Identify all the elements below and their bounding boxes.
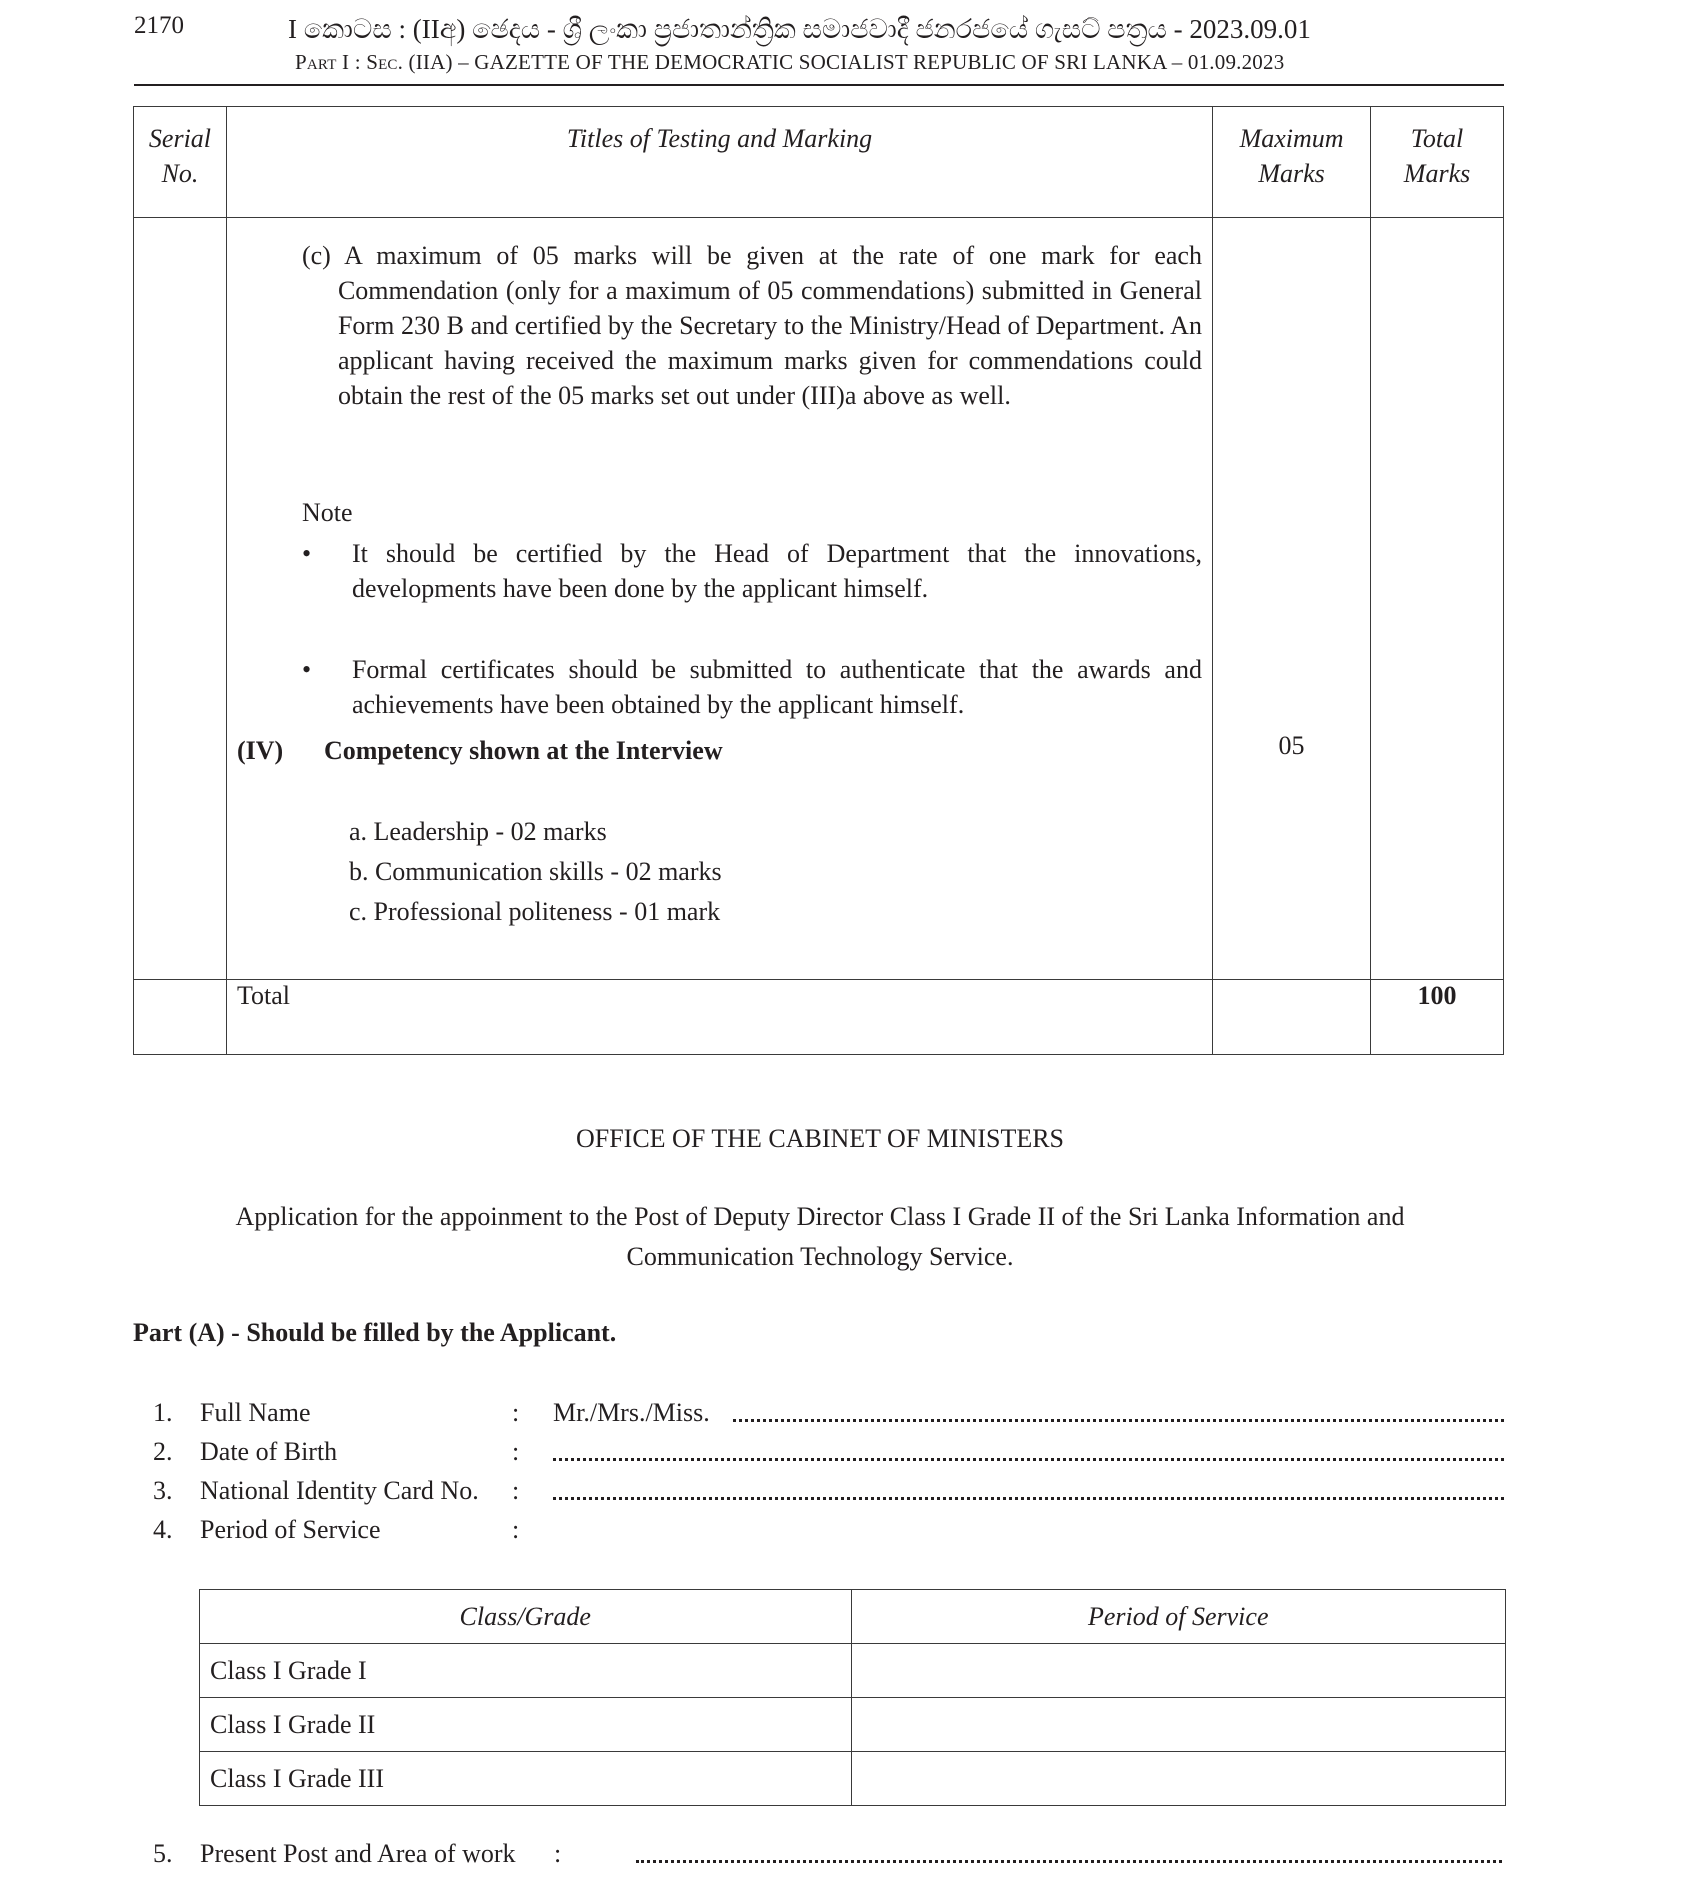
total-marks-cell: [1371, 218, 1504, 980]
total-serial-cell: [134, 980, 227, 1055]
note-bullet-1: It should be certified by the Head of Department that the innovations, developments have been done by the applicant himself.: [351, 539, 1202, 603]
nic-input-line[interactable]: [553, 1497, 1504, 1500]
total-max-cell: [1213, 980, 1371, 1055]
note-label: Note: [301, 498, 353, 527]
field-3-number: 3.: [153, 1476, 173, 1505]
part-word: Part: [295, 50, 337, 74]
field-2-label: Date of Birth: [200, 1437, 338, 1466]
header-max-marks: Maximum Marks: [1213, 107, 1371, 218]
field-5-label: Present Post and Area of work: [200, 1839, 516, 1868]
gazette-title-sinhala: I කොටස : (IIඅ) ඡෙදය - ශ්‍රී ලංකා ප්‍රජාතාන්ත්‍රික සමාජවාදී ජනරජයේ ගැසට් පත්‍රය - 2023.09.01: [288, 14, 1311, 44]
present-post-input-line[interactable]: [636, 1860, 1502, 1863]
full-name-input-line[interactable]: [733, 1419, 1504, 1422]
field-1-number: 1.: [153, 1398, 173, 1427]
service-row: [200, 1644, 1506, 1698]
class-grade-cell: Class I Grade III: [200, 1752, 852, 1806]
application-title-line-1: Application for the appoinment to the Post of Deputy Director Class I Grade II of the Sri Lanka Information and: [235, 1202, 1405, 1231]
service-row: [200, 1698, 1506, 1752]
date-of-birth-input-line[interactable]: [553, 1458, 1504, 1461]
sec-number: (IIA) –: [408, 50, 469, 74]
total-label: Total: [226, 980, 1212, 1055]
field-2-number: 2.: [153, 1437, 173, 1466]
part-number: I :: [342, 50, 361, 74]
serial-cell: [134, 218, 227, 980]
field-3-colon: :: [512, 1476, 520, 1505]
service-table-header-row: [200, 1590, 1506, 1644]
section-iv-label: (IV): [236, 736, 284, 765]
field-4-number: 4.: [153, 1515, 173, 1544]
field-5-number: 5.: [153, 1839, 173, 1868]
class-grade-cell: Class I Grade II: [200, 1698, 852, 1752]
class-grade-cell: Class I Grade I: [200, 1644, 852, 1698]
clause-c: [302, 238, 1202, 413]
gazette-title-english: [295, 50, 1284, 75]
field-4-colon: :: [512, 1515, 520, 1544]
field-1-prefix: Mr./Mrs./Miss.: [553, 1398, 710, 1427]
sec-word: Sec.: [366, 50, 404, 74]
period-of-service-table: [199, 1589, 1506, 1806]
total-row: [134, 980, 1504, 1055]
header-total-marks: Total Marks: [1371, 107, 1504, 218]
field-5-colon: :: [554, 1839, 562, 1868]
header-titles: Titles of Testing and Marking: [226, 107, 1212, 218]
header-class-grade: Class/Grade: [200, 1590, 852, 1644]
bullet-1: •: [301, 539, 312, 568]
period-input-cell[interactable]: [851, 1644, 1505, 1698]
part-a-heading: Part (A) - Should be filled by the Applicant.: [133, 1318, 617, 1347]
section-iv-max-marks: 05: [1278, 731, 1305, 760]
max-marks-cell: [1213, 218, 1371, 980]
application-title-line-2: Communication Technology Service.: [626, 1242, 1014, 1271]
gazette-title-rest: GAZETTE OF THE DEMOCRATIC SOCIALIST REPUBLIC OF SRI LANKA – 01.09.2023: [474, 50, 1285, 74]
bullet-2: •: [301, 655, 312, 684]
section-iv-item-b: b. Communication skills - 02 marks: [348, 857, 722, 886]
clause-c-label: (c): [301, 241, 331, 270]
field-2-colon: :: [512, 1437, 520, 1466]
clause-c-body: Commendation (only for a maximum of 05 commendations) submitted in General Form 230 B and certified by the Secretary to the Ministry/Head of Department. An applicant having received the maximum marks given for commendations could obtain the rest of the 05 marks set out under (III)a above as well.: [337, 276, 1202, 410]
service-row: [200, 1752, 1506, 1806]
field-4-label: Period of Service: [200, 1515, 381, 1544]
field-3-label: National Identity Card No.: [200, 1476, 479, 1505]
field-1-colon: :: [512, 1398, 520, 1427]
note-bullet-2: Formal certificates should be submitted to authenticate that the awards and achievements have been obtained by the applicant himself.: [351, 655, 1202, 719]
office-title: OFFICE OF THE CABINET OF MINISTERS: [575, 1124, 1065, 1153]
period-input-cell[interactable]: [851, 1698, 1505, 1752]
page-number: 2170: [134, 12, 184, 39]
total-value: 100: [1371, 980, 1504, 1055]
header-period-of-service: Period of Service: [851, 1590, 1505, 1644]
field-1-label: Full Name: [200, 1398, 311, 1427]
section-iv-title: Competency shown at the Interview: [323, 736, 723, 765]
marking-scheme-table: [133, 106, 1504, 1055]
clause-c-first-line: A maximum of 05 marks will be given at the rate of one mark for each: [344, 241, 1202, 270]
section-iv-item-c: c. Professional politeness - 01 mark: [348, 897, 721, 926]
header-serial-no: Serial No.: [134, 107, 227, 218]
titles-cell: [226, 218, 1212, 980]
marking-table-header-row: [134, 107, 1504, 218]
section-iv-item-a: a. Leadership - 02 marks: [348, 817, 607, 846]
marking-table-body-row: [134, 218, 1504, 980]
period-input-cell[interactable]: [851, 1752, 1505, 1806]
header-divider: [134, 84, 1504, 86]
